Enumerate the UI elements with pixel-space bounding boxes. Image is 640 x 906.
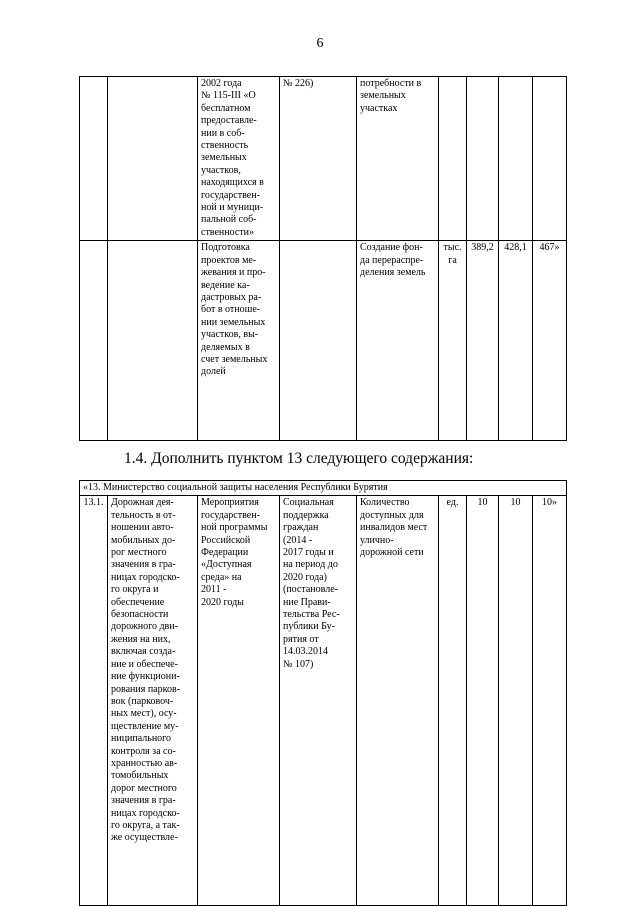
cell-unit: тыс. га [439, 241, 467, 441]
cell-value-2: 428,1 [499, 241, 533, 441]
table-row [80, 77, 567, 241]
cell-value-1: 10 [467, 496, 499, 906]
table-row [80, 481, 567, 496]
cell-value-3 [533, 77, 567, 241]
section-title: «13. Министерство социальной защиты населения Республики Бурятия [80, 481, 567, 496]
cell-task [108, 241, 198, 441]
cell-basis: 2002 года № 115-III «О бесплатном предоставле- нии в соб- ственность земельных участков, находящихся в государствен- ной и муници- пальной соб- ственности» [198, 77, 280, 241]
cell-value-1: 389,2 [467, 241, 499, 441]
cell-indicator: потребности в земельных участках [357, 77, 439, 241]
page-number: 6 [316, 36, 324, 51]
table-continuation [79, 76, 567, 441]
cell-task [108, 77, 198, 241]
cell-task: Дорожная дея- тельность в от- ношении авто- мобильных до- рог местного значения в гра- ницах городско- го округа и обеспечение безопасности дорожного дви- жения на них, включая созда- ние и обеспече- ние функциони- рования парков- вок (парковоч- ных мест), осу- ществление му- ниципального контроля за со- хранностью ав- томобильных дорог местного значения в гра- ницах городско- го округа, а так- же осуществле- [108, 496, 198, 906]
cell-program: № 226) [280, 77, 357, 241]
cell-value-3: 10» [533, 496, 567, 906]
cell-num [80, 241, 108, 441]
cell-num: 13.1. [80, 496, 108, 906]
cell-unit [439, 77, 467, 241]
cell-indicator: Создание фон- да перераспре- деления земель [357, 241, 439, 441]
section-heading: 1.4. Дополнить пунктом 13 следующего содержания: [124, 450, 474, 467]
cell-value-3: 467» [533, 241, 567, 441]
cell-unit: ед. [439, 496, 467, 906]
table-row [80, 241, 567, 441]
cell-program: Социальная поддержка граждан (2014 - 2017 годы и на период до 2020 года) (постановле- ние Прави- тельства Рес- публики Бу- рятия от 14.03.2014 № 107) [280, 496, 357, 906]
cell-value-2: 10 [499, 496, 533, 906]
cell-value-1 [467, 77, 499, 241]
table-row [80, 496, 567, 906]
table-new-section [79, 480, 567, 906]
cell-basis: Подготовка проектов ме- жевания и про- ведение ка- дастровых ра- бот в отноше- нии земельных участков, вы- деляемых в счет земельных долей [198, 241, 280, 441]
cell-value-2 [499, 77, 533, 241]
cell-num [80, 77, 108, 241]
cell-indicator: Количество доступных для инвалидов мест улично- дорожной сети [357, 496, 439, 906]
cell-basis: Мероприятия государствен- ной программы Российской Федерации «Доступная среда» на 2011 - 2020 годы [198, 496, 280, 906]
cell-program [280, 241, 357, 441]
